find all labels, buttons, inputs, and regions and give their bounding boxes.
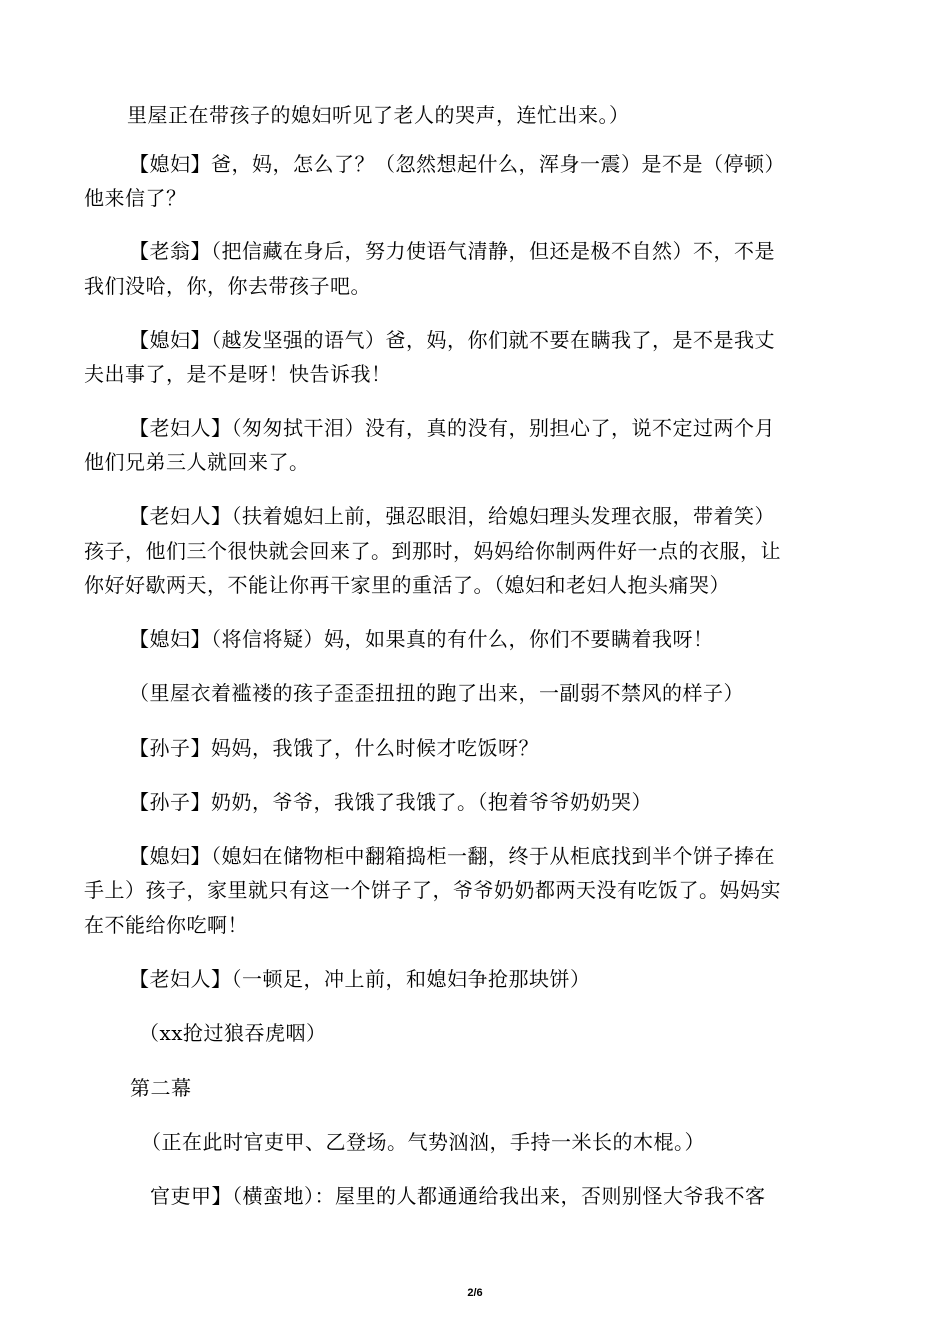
text-line: 孩子，他们三个很快就会回来了。到那时，妈妈给你制两件好一点的衣服，让 [84, 539, 781, 563]
page-number: 2/6 [467, 1287, 483, 1299]
text-line: 【孙子】妈妈，我饿了，什么时候才吃饭呀？ [129, 736, 539, 760]
text-line: 夫出事了，是不是呀！快告诉我！ [84, 362, 392, 386]
text-line: （正在此时官吏甲、乙登场。气势汹汹，手持一米长的木棍。） [141, 1130, 705, 1154]
text-line: 【媳妇】爸，妈，怎么了？（忽然想起什么，浑身一震）是不是（停顿） [129, 152, 785, 176]
text-line: 【老妇人】（匆匆拭干泪）没有，真的没有，别担心了，说不定过两个月 [129, 416, 775, 440]
text-line: 【媳妇】（媳妇在储物柜中翻箱捣柜一翻，终于从柜底找到半个饼子捧在 [129, 844, 775, 868]
text-line: （xx抢过狼吞虎咽） [139, 1021, 327, 1045]
text-line: 我们没哈，你，你去带孩子吧。 [84, 274, 371, 298]
text-line: 【老妇人】（一顿足，冲上前，和媳妇争抢那块饼） [129, 967, 591, 991]
text-line: 【孙子】奶奶，爷爷，我饿了我饿了。（抱着爷爷奶奶哭） [129, 790, 652, 814]
text-line: 里屋正在带孩子的媳妇听见了老人的哭声，连忙出来。） [127, 103, 630, 127]
text-line: 官吏甲】（横蛮地）：屋里的人都通通给我出来，否则别怪大爷我不客 [150, 1184, 766, 1208]
text-line: （里屋衣着褴褛的孩子歪歪扭扭的跑了出来，一副弱不禁风的样子） [129, 681, 744, 705]
text-line: 【老妇人】（扶着媳妇上前，强忍眼泪，给媳妇理头发理衣服，带着笑） [129, 504, 775, 528]
text-line: 【媳妇】（越发坚强的语气）爸，妈，你们就不要在瞒我了，是不是我丈 [129, 328, 775, 352]
text-line: 【老翁】（把信藏在身后，努力使语气清静，但还是极不自然）不，不是 [129, 239, 775, 263]
text-line: 手上）孩子，家里就只有这一个饼子了，爷爷奶奶都两天没有吃饭了。妈妈实 [84, 878, 781, 902]
text-line: 他来信了？ [84, 186, 187, 210]
text-line: 【媳妇】（将信将疑）妈，如果真的有什么，你们不要瞒着我呀！ [129, 627, 714, 651]
text-line: 在不能给你吃啊！ [84, 913, 248, 937]
text-line: 你好好歇两天，不能让你再干家里的重活了。（媳妇和老妇人抱头痛哭） [84, 573, 730, 597]
text-line: 他们兄弟三人就回来了。 [84, 450, 310, 474]
section-heading: 第二幕 [130, 1076, 192, 1100]
